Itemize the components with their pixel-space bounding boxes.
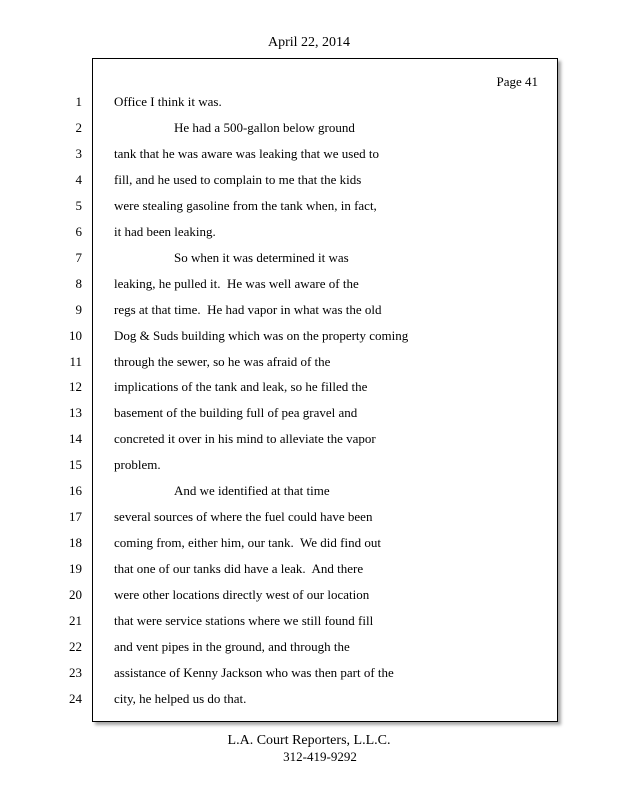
line-number: 17 <box>69 509 82 524</box>
line-text: through the sewer, so he was afraid of the <box>114 354 331 369</box>
line-text: city, he helped us do that. <box>114 691 247 706</box>
line-text: tank that he was aware was leaking that we used to <box>114 146 379 161</box>
line-number: 2 <box>75 120 82 135</box>
line-text: were other locations directly west of our location <box>114 587 370 602</box>
line-text: assistance of Kenny Jackson who was then part of the <box>114 665 394 680</box>
line-number: 1 <box>75 94 82 109</box>
line-text: problem. <box>114 457 161 472</box>
line-number: 16 <box>69 483 82 498</box>
line-text: implications of the tank and leak, so he filled the <box>114 379 368 394</box>
line-number: 22 <box>69 639 82 654</box>
line-number: 5 <box>75 198 82 213</box>
line-text: He had a 500-gallon below ground <box>174 120 355 135</box>
line-text: leaking, he pulled it. He was well aware of the <box>114 276 359 291</box>
line-text: that one of our tanks did have a leak. And there <box>114 561 364 576</box>
line-number: 20 <box>69 587 82 602</box>
line-number: 10 <box>69 328 82 343</box>
line-text: concreted it over in his mind to alleviate the vapor <box>114 431 376 446</box>
line-number: 14 <box>69 431 82 446</box>
line-number: 12 <box>69 379 82 394</box>
line-text: several sources of where the fuel could have been <box>114 509 373 524</box>
line-text: that were service stations where we still found fill <box>114 613 374 628</box>
line-number: 8 <box>75 276 82 291</box>
line-number: 24 <box>69 691 82 706</box>
line-number: 11 <box>69 354 82 369</box>
line-text: regs at that time. He had vapor in what was the old <box>114 302 382 317</box>
line-number: 4 <box>75 172 82 187</box>
line-number: 18 <box>69 535 82 550</box>
line-text: basement of the building full of pea gravel and <box>114 405 358 420</box>
line-number: 9 <box>75 302 82 317</box>
line-number: 23 <box>69 665 82 680</box>
line-number: 3 <box>75 146 82 161</box>
line-text: fill, and he used to complain to me that the kids <box>114 172 362 187</box>
line-text: coming from, either him, our tank. We did find out <box>114 535 381 550</box>
line-number: 19 <box>69 561 82 576</box>
line-text: So when it was determined it was <box>174 250 349 265</box>
line-text: And we identified at that time <box>174 483 330 498</box>
transcript-date: April 22, 2014 <box>267 35 351 50</box>
footer-phone: 312-419-9292 <box>283 749 357 764</box>
line-text: it had been leaking. <box>114 224 216 239</box>
line-number: 13 <box>69 405 82 420</box>
line-text: were stealing gasoline from the tank when, in fact, <box>114 198 377 213</box>
line-text: and vent pipes in the ground, and through the <box>114 639 350 654</box>
line-text: Office I think it was. <box>114 94 222 109</box>
line-text: Dog & Suds building which was on the property coming <box>114 328 409 343</box>
page-number: Page 41 <box>496 74 538 89</box>
line-number: 7 <box>75 250 82 265</box>
line-number: 21 <box>69 613 82 628</box>
line-number: 6 <box>75 224 82 239</box>
footer-company: L.A. Court Reporters, L.L.C. <box>227 733 391 748</box>
line-number: 15 <box>69 457 82 472</box>
